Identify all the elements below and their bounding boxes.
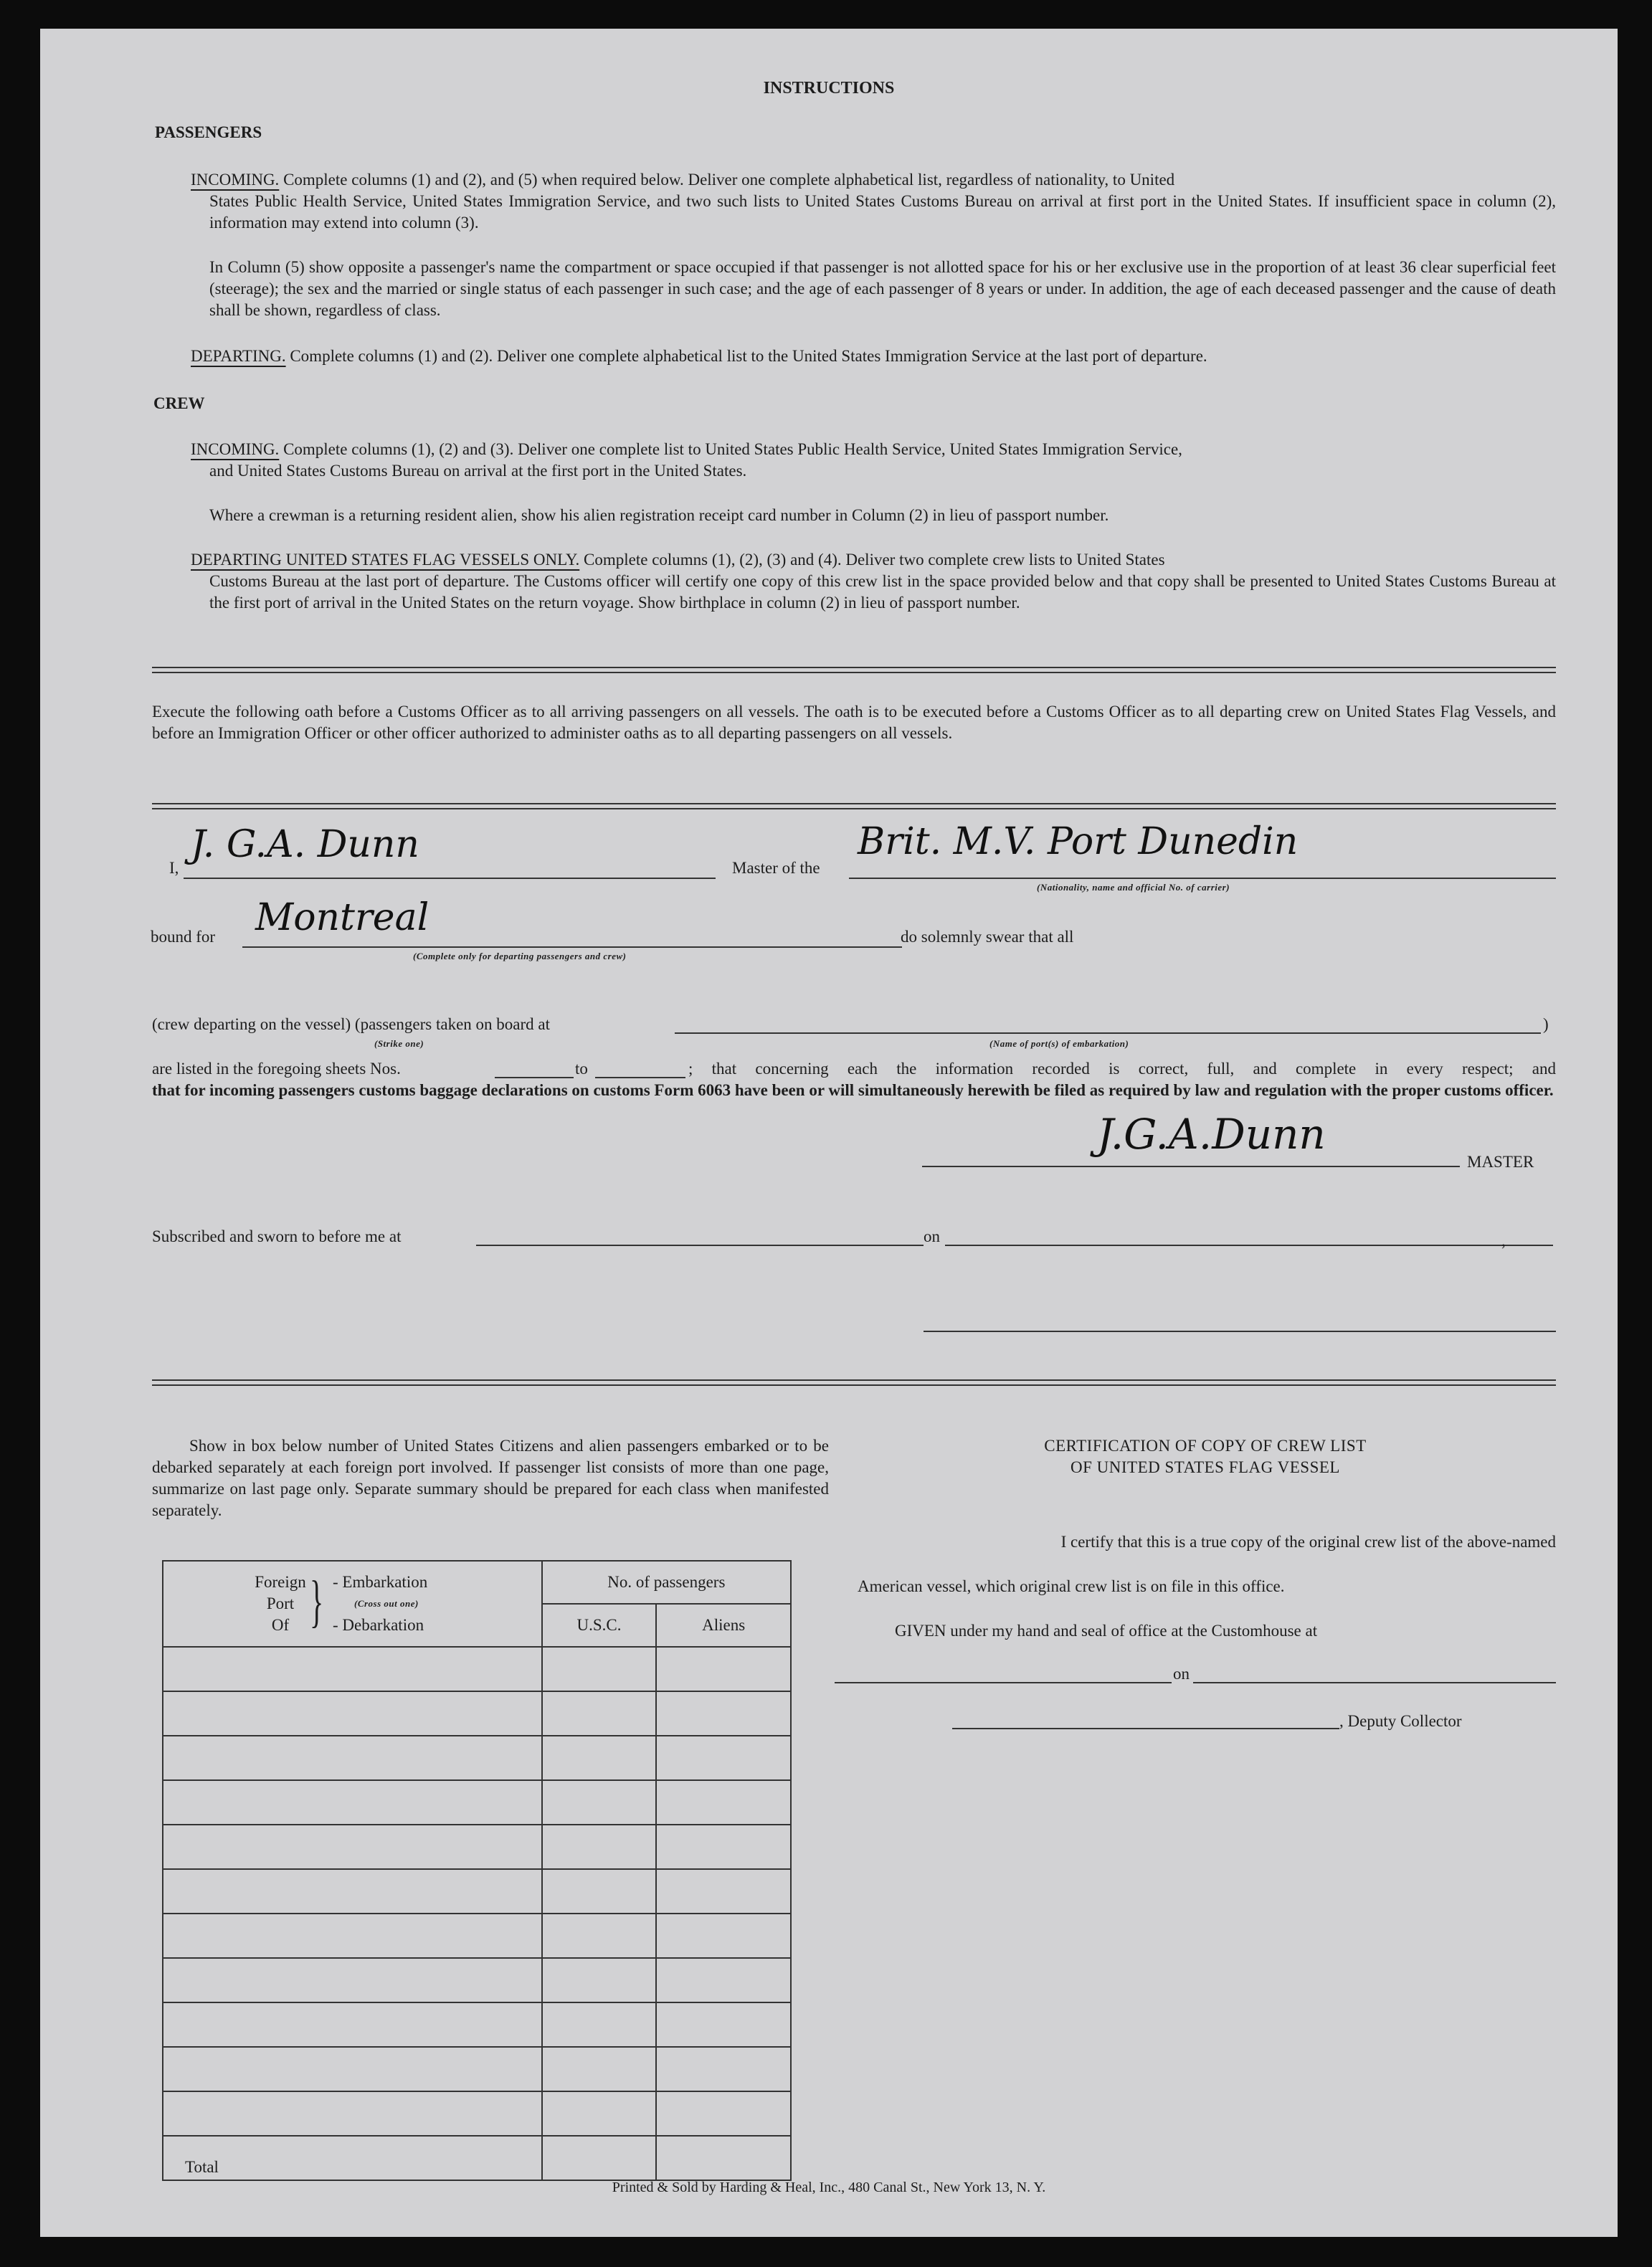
divider-2 bbox=[152, 803, 1556, 809]
crew-heading: CREW bbox=[153, 394, 205, 412]
col-debarkation: - Debarkation bbox=[333, 1616, 424, 1634]
col-cross: (Cross out one) bbox=[354, 1598, 419, 1609]
sheet-to-line[interactable] bbox=[595, 1077, 685, 1078]
aliens-cell[interactable] bbox=[656, 2002, 791, 2047]
master-label: MASTER bbox=[1467, 1153, 1534, 1171]
crew-departing-line1 bbox=[191, 549, 1556, 571]
continued-text: that for incoming passengers customs baggage declarations on customs Form 6063 have been or will simultaneously herewith be filed as required by law and regulation with the proper customs officer. bbox=[152, 1081, 1554, 1099]
port-cell[interactable] bbox=[163, 2091, 542, 2136]
destination-caption: (Complete only for departing passengers and crew) bbox=[413, 951, 627, 961]
port-cell[interactable] bbox=[163, 1869, 542, 1914]
port-cell[interactable] bbox=[163, 1958, 542, 2002]
master-of-label: Master of the bbox=[732, 859, 820, 877]
bound-for-label: bound for bbox=[151, 928, 216, 946]
usc-cell[interactable] bbox=[542, 1691, 657, 1736]
strike-caption: (Strike one) bbox=[374, 1038, 424, 1049]
usc-cell[interactable] bbox=[542, 1869, 657, 1914]
aliens-cell[interactable] bbox=[656, 1825, 791, 1869]
passengers-departing-label: DEPARTING. bbox=[191, 347, 286, 365]
subscribed-on-label: on bbox=[924, 1227, 940, 1245]
crew-departing-text-2: Customs Bureau at the last port of departure. The Customs officer will certify one copy of this crew list in the space provided below and that copy shall be presented to United States Customs Bureau at the first port of arrival in the United States on the return voyage. Show birthplace in column (2) in lieu of passport number. bbox=[209, 572, 1556, 612]
usc-cell[interactable] bbox=[542, 2091, 657, 2136]
passengers-incoming-label: INCOMING. bbox=[191, 171, 280, 189]
sheet-from-line[interactable] bbox=[495, 1077, 574, 1078]
certification-text-3: GIVEN under my hand and seal of office at the Customhouse at bbox=[895, 1622, 1318, 1640]
passengers-departing-line bbox=[191, 346, 1556, 367]
aliens-total-cell[interactable] bbox=[656, 2136, 791, 2180]
form-sheet bbox=[40, 29, 1618, 2237]
i-label: I, bbox=[169, 859, 179, 877]
col-embarkation: - Embarkation bbox=[333, 1573, 428, 1591]
port-cell[interactable] bbox=[163, 1780, 542, 1825]
aliens-cell[interactable] bbox=[656, 1647, 791, 1691]
certification-text-1: I certify that this is a true copy of the original crew list of the above-named bbox=[1060, 1533, 1556, 1551]
usc-cell[interactable] bbox=[542, 1914, 657, 1958]
aliens-cell[interactable] bbox=[656, 2091, 791, 2136]
usc-header: U.S.C. bbox=[542, 1604, 657, 1647]
usc-cell[interactable] bbox=[542, 1825, 657, 1869]
col-port: Port bbox=[266, 1594, 295, 1612]
aliens-cell[interactable] bbox=[656, 1958, 791, 2002]
subscribed-label: Subscribed and sworn to before me at bbox=[152, 1227, 402, 1245]
certification-date-line[interactable] bbox=[1193, 1682, 1556, 1683]
usc-cell[interactable] bbox=[542, 1958, 657, 2002]
crew-departing-label: DEPARTING UNITED STATES FLAG VESSELS ONLY. bbox=[191, 551, 580, 569]
aliens-cell[interactable] bbox=[656, 2047, 791, 2091]
subscribed-place-line[interactable] bbox=[476, 1245, 924, 1246]
usc-cell[interactable] bbox=[542, 2002, 657, 2047]
crew-departing-text-1: Complete columns (1), (2), (3) and (4). Deliver two complete crew lists to United States bbox=[584, 551, 1165, 569]
usc-cell[interactable] bbox=[542, 2047, 657, 2091]
aliens-cell[interactable] bbox=[656, 1736, 791, 1780]
brace-symbol: } bbox=[310, 1570, 324, 1633]
crew-incoming-text-2: and United States Customs Bureau on arrival at the first port in the United States. bbox=[209, 462, 747, 480]
port-cell[interactable] bbox=[163, 1825, 542, 1869]
destination-handwritten[interactable]: Montreal bbox=[255, 896, 429, 939]
col-foreign: Foreign bbox=[255, 1573, 306, 1591]
crew-resident-text: Where a crewman is a returning resident alien, show his alien registration receipt card number in Column (2) in lieu of passport number. bbox=[209, 506, 1109, 524]
no-passengers-header: No. of passengers bbox=[542, 1561, 791, 1604]
page-title: INSTRUCTIONS bbox=[763, 79, 895, 98]
col-of: Of bbox=[271, 1616, 290, 1634]
master-name-line bbox=[184, 878, 716, 879]
swear-label: do solemnly swear that all bbox=[901, 928, 1074, 946]
to-label: to bbox=[575, 1060, 588, 1078]
embark-caption: (Name of port(s) of embarkation) bbox=[989, 1038, 1129, 1049]
passengers-column5-text: In Column (5) show opposite a passenger's name the compartment or space occupied if that passenger is not allotted space for his or her exclusive use in the proportion of at least 36 clear superficial feet (steerage); the sex and the married or single status of each passenger in such case; and the age of each passenger of 8 years or under. In addition, the age of each deceased passenger and the cause of death shall be shown, regardless of class. bbox=[209, 258, 1556, 319]
vessel-line bbox=[849, 878, 1556, 879]
port-cell[interactable] bbox=[163, 1736, 542, 1780]
passengers-departing-text: Complete columns (1) and (2). Deliver one complete alphabetical list to the United States Immigration Service at the last port of departure. bbox=[290, 347, 1207, 365]
vessel-handwritten[interactable]: Brit. M.V. Port Dunedin bbox=[858, 820, 1299, 863]
destination-line bbox=[242, 946, 902, 948]
aliens-cell[interactable] bbox=[656, 1869, 791, 1914]
port-cell[interactable] bbox=[163, 2047, 542, 2091]
crew-departing-label: (crew departing on the vessel) (passengers taken on board at bbox=[152, 1015, 550, 1033]
crew-incoming-text-1: Complete columns (1), (2) and (3). Deliver one complete list to United States Public Health Service, United States Immigration Service, bbox=[283, 440, 1182, 458]
crew-incoming-line1 bbox=[191, 439, 1556, 460]
crew-incoming-label: INCOMING. bbox=[191, 440, 280, 458]
port-cell[interactable] bbox=[163, 2002, 542, 2047]
sheets-text: ; that concerning each the information recorded is correct, full, and complete in every respect; and bbox=[688, 1060, 1556, 1078]
sheets-label: are listed in the foregoing sheets Nos. bbox=[152, 1060, 401, 1078]
vessel-caption: (Nationality, name and official No. of carrier) bbox=[1037, 882, 1230, 893]
usc-cell[interactable] bbox=[542, 1780, 657, 1825]
master-signature-line bbox=[922, 1166, 1460, 1167]
aliens-cell[interactable] bbox=[656, 1691, 791, 1736]
port-cell[interactable] bbox=[163, 1914, 542, 1958]
certification-title-1: CERTIFICATION OF COPY OF CREW LIST bbox=[1044, 1437, 1367, 1455]
close-paren: ) bbox=[1543, 1015, 1549, 1033]
certification-text-2: American vessel, which original crew list is on file in this office. bbox=[858, 1577, 1285, 1595]
passengers-incoming-text-1: Complete columns (1) and (2), and (5) when required below. Deliver one complete alphabetical list, regardless of nationality, to United bbox=[283, 171, 1175, 189]
passengers-incoming-text-2: States Public Health Service, United States Immigration Service, and two such lists to United States Customs Bureau on arrival at first port in the United States. If insufficient space in column (2), information may extend into column (3). bbox=[209, 192, 1556, 232]
certification-title-2: OF UNITED STATES FLAG VESSEL bbox=[1071, 1458, 1340, 1476]
subscribed-comma: , bbox=[1501, 1232, 1506, 1250]
deputy-label: , Deputy Collector bbox=[1339, 1712, 1462, 1730]
port-cell[interactable] bbox=[163, 1647, 542, 1691]
usc-cell[interactable] bbox=[542, 1647, 657, 1691]
divider-3 bbox=[152, 1379, 1556, 1386]
summary-intro: Show in box below number of United States Citizens and alien passengers embarked or to be debarked separately at each foreign port involved. If passenger list consists of more than one page, summarize on last page only. Separate summary should be prepared for each class when manifested separately. bbox=[152, 1437, 829, 1519]
embarkation-line bbox=[675, 1032, 1541, 1034]
passengers-incoming-line1 bbox=[191, 169, 1556, 191]
certification-on-label: on bbox=[1173, 1665, 1190, 1683]
aliens-header: Aliens bbox=[656, 1604, 791, 1647]
port-cell[interactable] bbox=[163, 1691, 542, 1736]
officer-signature-line[interactable] bbox=[924, 1331, 1556, 1332]
subscribed-date-line[interactable] bbox=[945, 1245, 1553, 1246]
aliens-cell[interactable] bbox=[656, 1780, 791, 1825]
foreign-port-header bbox=[163, 1561, 542, 1647]
divider-1 bbox=[152, 667, 1556, 673]
passengers-heading: PASSENGERS bbox=[155, 123, 262, 141]
passenger-summary-table bbox=[162, 1560, 792, 2181]
customhouse-line[interactable] bbox=[835, 1682, 1172, 1683]
aliens-cell[interactable] bbox=[656, 1914, 791, 1958]
oath-intro: Execute the following oath before a Customs Officer as to all arriving passengers on all vessels. The oath is to be executed before a Customs Officer as to all departing crew on United States Flag Vessels, and before an Immigration Officer or other officer authorized to administer oaths as to all departing passengers on all vessels. bbox=[152, 703, 1556, 742]
master-signature[interactable]: J.G.A.Dunn bbox=[1097, 1110, 1326, 1159]
usc-total-cell[interactable] bbox=[542, 2136, 657, 2180]
usc-cell[interactable] bbox=[542, 1736, 657, 1780]
total-label: Total bbox=[163, 2136, 542, 2180]
master-name-handwritten[interactable]: J. G.A. Dunn bbox=[191, 823, 419, 866]
printer-footer: Printed & Sold by Harding & Heal, Inc., 480 Canal St., New York 13, N. Y. bbox=[612, 2180, 1046, 2195]
deputy-signature-line[interactable] bbox=[952, 1728, 1339, 1729]
